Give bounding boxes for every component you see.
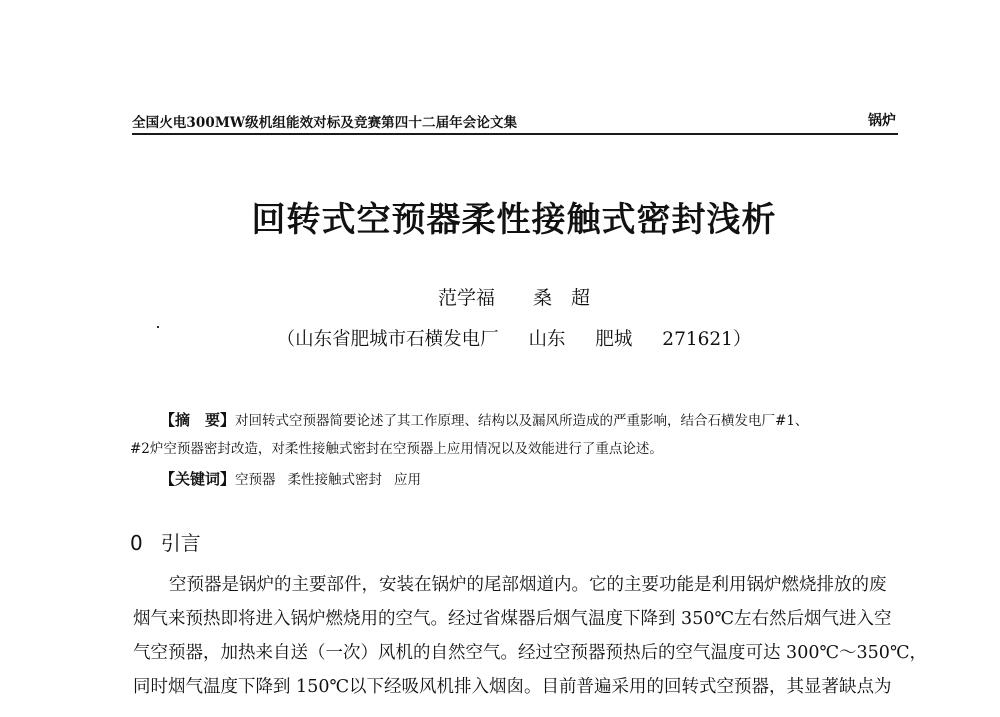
section-tag: 锅炉 — [868, 113, 896, 129]
affiliation — [0, 325, 1000, 351]
keyword: 空预器 — [235, 472, 276, 488]
abstract — [130, 406, 900, 463]
journal-title: 全国火电300MW级机组能效对标及竞赛第四十二届年会论文集 — [132, 115, 518, 131]
author-name: 桑 超 — [533, 287, 591, 309]
body-line: 气空预器，加热来自送（一次）风机的自然空气。经过空预器预热后的空气温度可达 300℃～350℃， — [133, 643, 928, 663]
author-list — [0, 283, 1000, 310]
paper-title: 回转式空预器柔性接触式密封浅析 — [251, 200, 777, 240]
abstract-line — [130, 406, 900, 435]
body-line: 烟气来预热即将进入锅炉燃烧用的空气。经过省煤器后烟气温度下降到 350℃左右然后烟气进入空 — [133, 609, 892, 629]
body-paragraph — [133, 568, 928, 704]
section-title: 引言 — [160, 531, 201, 555]
section-number: 0 — [130, 531, 143, 555]
affiliation-org: （山东省肥城市石横发电厂 — [276, 329, 499, 350]
running-header — [132, 109, 898, 135]
section-heading — [130, 527, 201, 556]
body-line: 同时烟气温度下降到 150℃以下经吸风机排入烟囱。目前普遍采用的回转式空预器，其显著缺点为 — [133, 677, 892, 697]
abstract-label: 【摘 要】 — [160, 411, 236, 429]
author-name: 范学福 — [437, 287, 495, 309]
body-line: 空预器是锅炉的主要部件，安装在锅炉的尾部烟道内。它的主要功能是利用锅炉燃烧排放的废 — [169, 575, 887, 595]
abstract-line: #2炉空预器密封改造，对柔性接触式密封在空预器上应用情况以及效能进行了重点论述。 — [130, 441, 663, 457]
keyword: 柔性接触式密封 — [287, 472, 383, 488]
keywords-label: 【关键词】 — [160, 470, 236, 488]
keywords — [160, 468, 433, 489]
affiliation-postcode: 271621） — [662, 329, 752, 350]
affiliation-province: 山东 — [528, 329, 566, 350]
abstract-text: 对回转式空预器简要论述了其工作原理、结构以及漏风所造成的严重影响，结合石横发电厂#1、 — [235, 413, 809, 429]
affiliation-city: 肥城 — [595, 329, 633, 350]
keyword: 应用 — [394, 472, 422, 488]
